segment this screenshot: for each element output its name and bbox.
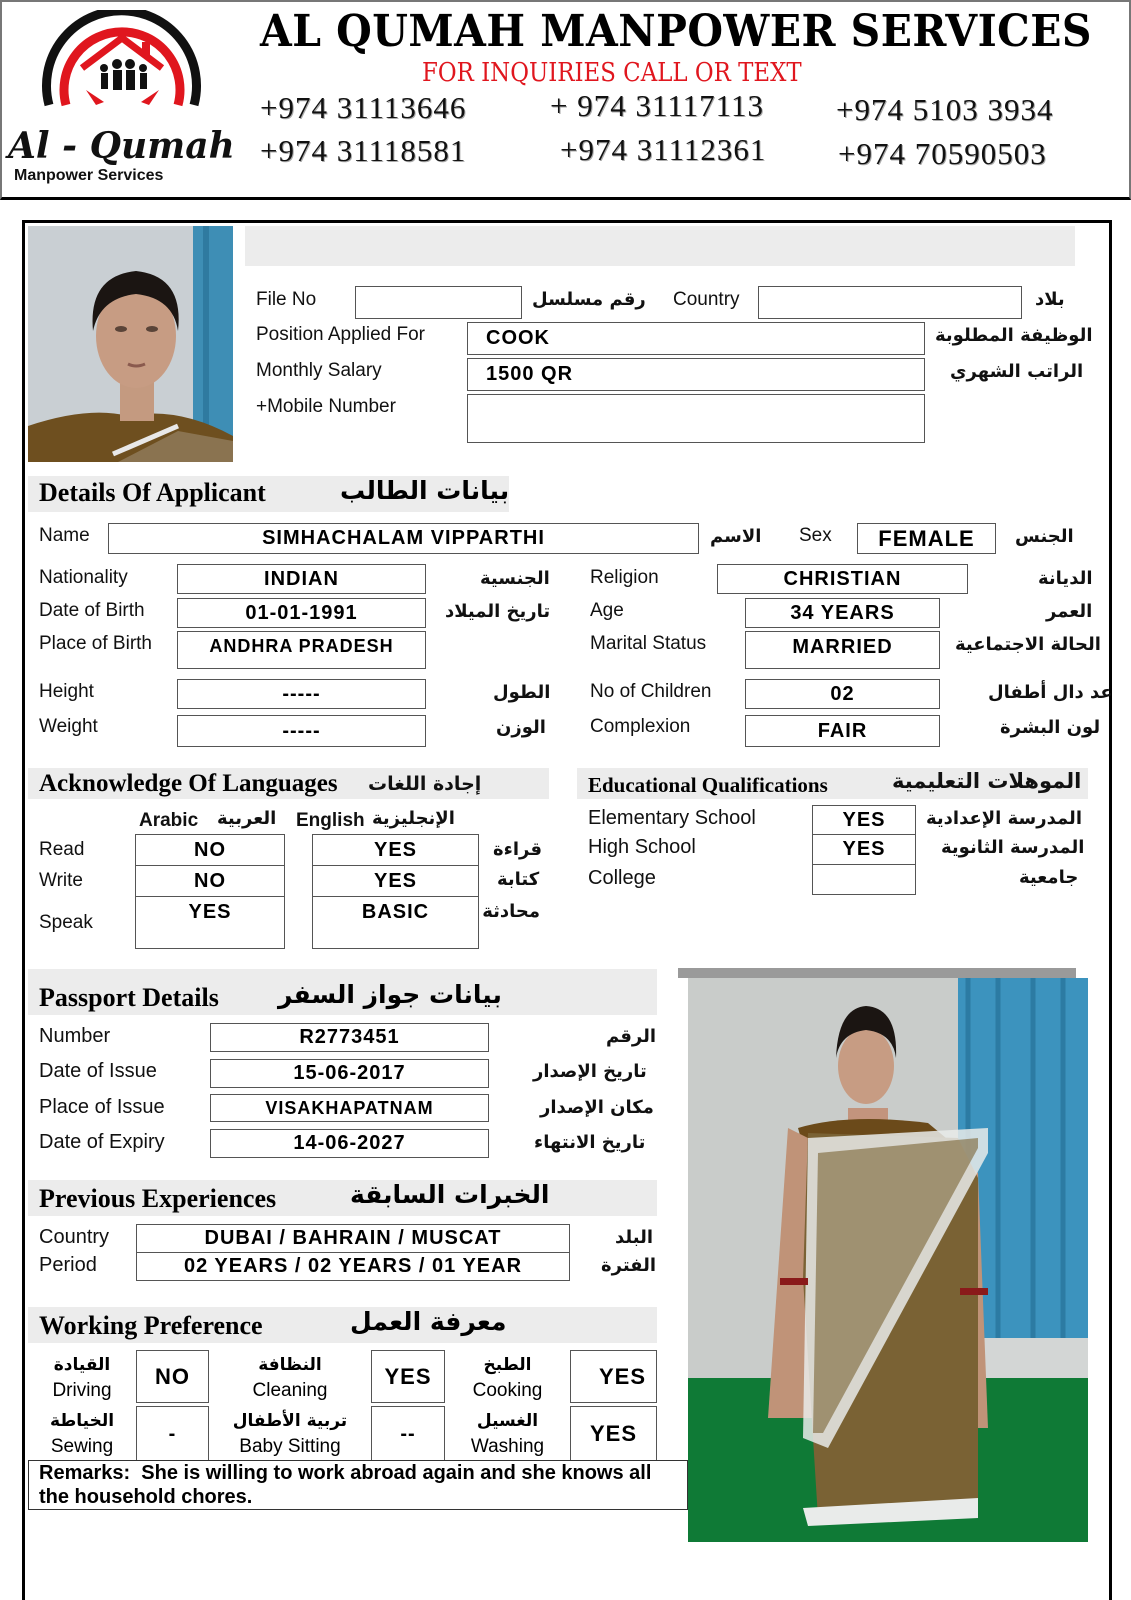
file-no-field[interactable] <box>355 286 522 319</box>
age-field[interactable]: 34 YEARS <box>745 598 940 628</box>
issue-date-label: Date of Issue <box>39 1060 157 1082</box>
pob-label: Place of Birth <box>39 633 152 654</box>
exp-country-label-ar: البلد <box>615 1227 654 1248</box>
phone-number: +974 31112361 <box>560 132 767 167</box>
issue-place-label-ar: مكان الإصدار <box>540 1097 654 1118</box>
languages-section-title-ar: إجادة اللغات <box>368 773 482 795</box>
education-section-title: Educational Qualifications <box>588 773 828 797</box>
experience-section-title: Previous Experiences <box>39 1184 277 1213</box>
speak-label: Speak <box>39 912 93 933</box>
elementary-cell[interactable]: YES <box>812 805 916 835</box>
file-no-label-ar: رقم مسلسل <box>532 289 646 310</box>
babysitting-label: تربية الأطفال Baby Sitting <box>232 1411 348 1457</box>
sex-label-ar: الجنس <box>1015 526 1074 547</box>
applicant-portrait-photo <box>28 226 233 462</box>
company-name: AL QUMAH MANPOWER SERVICES <box>260 6 1092 57</box>
remarks-label: Remarks: <box>39 1462 131 1484</box>
college-label-ar: جامعية <box>1019 867 1079 888</box>
highschool-label: High School <box>588 836 696 858</box>
salary-field[interactable]: 1500 QR <box>467 358 925 391</box>
remarks-text: She is willing to work abroad again and she knows all the household chores. <box>39 1462 652 1508</box>
issue-place-field[interactable]: VISAKHAPATNAM <box>210 1094 489 1122</box>
arabic-column-header-ar: العربية <box>217 808 277 829</box>
logo-house-family-icon <box>4 10 239 190</box>
arabic-speak-cell[interactable]: YES <box>135 896 285 949</box>
height-field[interactable]: ----- <box>177 679 426 709</box>
phone-number: + 974 31117113 <box>550 88 765 123</box>
expiry-field[interactable]: 14-06-2027 <box>210 1129 489 1158</box>
photo-frame-shadow <box>678 968 1076 978</box>
letterhead <box>0 0 1131 200</box>
complexion-label-ar: لون البشرة <box>1000 717 1101 738</box>
passport-number-label: Number <box>39 1025 111 1047</box>
nationality-label-ar: الجنسية <box>480 568 550 589</box>
marital-field[interactable]: MARRIED <box>745 631 940 669</box>
applicant-section-title: Details Of Applicant <box>39 478 266 507</box>
sex-label: Sex <box>799 525 832 546</box>
name-label: Name <box>39 525 90 546</box>
inquiry-text: FOR INQUIRIES CALL OR TEXT <box>422 58 802 88</box>
write-label: Write <box>39 870 83 891</box>
passport-number-label-ar: الرقم <box>606 1026 657 1047</box>
svg-text:Manpower Services: Manpower Services <box>14 167 164 184</box>
religion-label-ar: الديانة <box>1038 568 1093 589</box>
salary-label: Monthly Salary <box>256 360 382 381</box>
write-label-ar: كتابة <box>497 869 540 890</box>
washing-cell[interactable]: YES <box>570 1406 657 1462</box>
english-write-cell[interactable]: YES <box>312 865 479 897</box>
english-column-header: English <box>296 810 365 831</box>
english-read-cell[interactable]: YES <box>312 834 479 866</box>
marital-label-ar: الحالة الاجتماعية <box>955 634 1101 655</box>
pob-field[interactable]: ANDHRA PRADESH <box>177 631 426 669</box>
elementary-label-ar: المدرسة الإعدادية <box>926 808 1082 829</box>
highschool-label-ar: المدرسة الثانوية <box>941 837 1085 858</box>
passport-number-field[interactable]: R2773451 <box>210 1023 489 1052</box>
driving-cell[interactable]: NO <box>136 1350 209 1403</box>
education-section-title-ar: الموهلات التعليمية <box>892 769 1082 793</box>
complexion-label: Complexion <box>590 716 691 737</box>
dob-label: Date of Birth <box>39 600 145 621</box>
sex-field[interactable]: FEMALE <box>857 523 996 554</box>
expiry-label: Date of Expiry <box>39 1131 165 1153</box>
header-gray-bar <box>245 226 1075 266</box>
issue-date-label-ar: تاريخ الإصدار <box>533 1061 647 1082</box>
sewing-label: الخياطة Sewing <box>49 1411 115 1457</box>
cooking-label: الطبخ Cooking <box>472 1355 543 1401</box>
children-label: No of Children <box>590 681 712 702</box>
issue-date-field[interactable]: 15-06-2017 <box>210 1059 489 1088</box>
passport-section-title-ar: بيانات جواز السفر <box>278 980 502 1009</box>
children-label-ar: عد دال أطفال <box>988 682 1113 703</box>
english-column-header-ar: الإنجليزية <box>372 808 455 829</box>
speak-label-ar: محادثة <box>482 901 540 922</box>
position-label-ar: الوظيفة المطلوبة <box>935 325 1093 346</box>
country-label: Country <box>673 289 740 310</box>
cooking-cell[interactable]: YES <box>570 1350 657 1403</box>
age-label: Age <box>590 600 624 621</box>
driving-label: القيادة Driving <box>52 1355 112 1401</box>
svg-text:Al - Qumah: Al - Qumah <box>8 125 235 167</box>
phone-number: +974 31113646 <box>260 90 467 125</box>
babysitting-cell[interactable]: -- <box>371 1406 445 1462</box>
nationality-label: Nationality <box>39 567 128 588</box>
sewing-cell[interactable]: - <box>136 1406 209 1462</box>
age-label-ar: العمر <box>1046 601 1093 622</box>
religion-field[interactable]: CHRISTIAN <box>717 564 968 594</box>
applicant-section-title-ar: بيانات الطالب <box>340 476 510 505</box>
applicant-full-body-photo <box>688 978 1088 1542</box>
exp-country-field[interactable]: DUBAI / BAHRAIN / MUSCAT <box>136 1224 570 1253</box>
religion-label: Religion <box>590 567 659 588</box>
company-logo <box>4 10 239 190</box>
preference-section-title-ar: معرفة العمل <box>350 1307 507 1336</box>
height-label: Height <box>39 681 94 702</box>
experience-section-title-ar: الخبرات السابقة <box>350 1180 550 1209</box>
phone-number: +974 31118581 <box>260 133 467 168</box>
file-no-label: File No <box>256 289 317 310</box>
exp-country-label: Country <box>39 1226 110 1248</box>
name-label-ar: الاسم <box>710 526 762 547</box>
passport-section-title: Passport Details <box>39 983 219 1012</box>
languages-section-title: Acknowledge Of Languages <box>39 770 338 797</box>
weight-field[interactable]: ----- <box>177 715 426 747</box>
marital-label: Marital Status <box>590 633 707 654</box>
remarks-box <box>28 1460 688 1510</box>
exp-period-label: Period <box>39 1254 97 1276</box>
nationality-field[interactable]: INDIAN <box>177 564 426 594</box>
weight-label: Weight <box>39 716 98 737</box>
exp-period-field[interactable]: 02 YEARS / 02 YEARS / 01 YEAR <box>136 1252 570 1281</box>
college-cell[interactable] <box>812 864 916 895</box>
dob-label-ar: تاريخ الميلاد <box>445 601 551 622</box>
dob-field[interactable]: 01-01-1991 <box>177 598 426 628</box>
position-field[interactable]: COOK <box>467 322 925 355</box>
height-label-ar: الطول <box>493 682 551 703</box>
elementary-label: Elementary School <box>588 807 756 829</box>
exp-period-label-ar: الفترة <box>601 1255 657 1276</box>
read-label-ar: قراءة <box>493 839 542 860</box>
arabic-read-cell[interactable]: NO <box>135 834 285 866</box>
english-speak-cell[interactable]: BASIC <box>312 896 479 949</box>
expiry-label-ar: تاريخ الانتهاء <box>534 1132 646 1153</box>
phone-number: +974 70590503 <box>838 136 1047 171</box>
arabic-write-cell[interactable]: NO <box>135 865 285 897</box>
country-field[interactable] <box>758 286 1022 319</box>
name-field[interactable]: SIMHACHALAM VIPPARTHI <box>108 523 699 554</box>
children-field[interactable]: 02 <box>745 679 940 709</box>
cleaning-label: النظافة Cleaning <box>252 1355 328 1401</box>
cleaning-cell[interactable]: YES <box>371 1350 445 1403</box>
college-label: College <box>588 867 656 889</box>
preference-section-title: Working Preference <box>39 1311 263 1340</box>
phone-number: +974 5103 3934 <box>836 92 1054 127</box>
highschool-cell[interactable]: YES <box>812 834 916 865</box>
mobile-field[interactable] <box>467 394 925 443</box>
country-label-ar: بلاد <box>1035 289 1065 310</box>
complexion-field[interactable]: FAIR <box>745 715 940 747</box>
issue-place-label: Place of Issue <box>39 1096 165 1118</box>
read-label: Read <box>39 839 85 860</box>
washing-label: الغسيل Washing <box>470 1411 545 1457</box>
mobile-label: +Mobile Number <box>256 396 396 417</box>
weight-label-ar: الوزن <box>496 717 546 738</box>
arabic-column-header: Arabic <box>139 810 199 831</box>
salary-label-ar: الراتب الشهري <box>950 361 1084 382</box>
position-label: Position Applied For <box>256 324 425 345</box>
